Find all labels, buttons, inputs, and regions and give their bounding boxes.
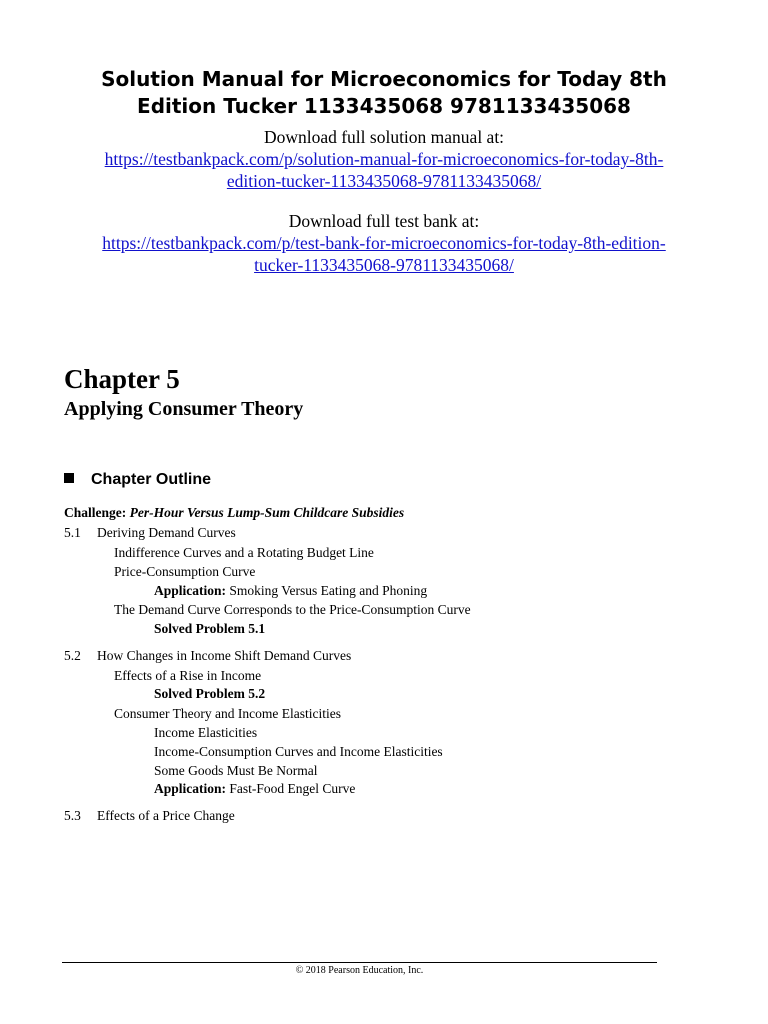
chapter-outline-heading xyxy=(64,471,211,489)
solved-problem-label: Solved Problem 5.2 xyxy=(154,686,266,701)
outline-item-text: Consumer Theory and Income Elasticities xyxy=(114,706,341,721)
solved-problem-label: Solved Problem 5.1 xyxy=(154,621,266,636)
test-bank-link-line-1[interactable]: https://testbankpack.com/p/test-bank-for-microeconomics-for-today-8th-edition- xyxy=(102,233,666,253)
testbank-download-label: Download full test bank at: xyxy=(288,211,480,231)
outline-item-text: Deriving Demand Curves xyxy=(97,525,236,540)
outline-item-text: Effects of a Price Change xyxy=(97,808,235,823)
outline-item xyxy=(64,648,351,664)
outline-item-text: Indifference Curves and a Rotating Budget Line xyxy=(114,545,374,560)
challenge-title: Per-Hour Versus Lump-Sum Childcare Subsidies xyxy=(129,505,405,520)
chapter-title: Applying Consumer Theory xyxy=(64,398,304,420)
outline-item xyxy=(154,744,443,760)
test-bank-link-line-2[interactable]: tucker-1133435068-9781133435068/ xyxy=(254,255,514,275)
outline-item-text: The Demand Curve Corresponds to the Price-Consumption Curve xyxy=(114,602,471,617)
outline-item xyxy=(64,808,235,824)
footer-copyright: © 2018 Pearson Education, Inc. xyxy=(295,965,424,976)
outline-item xyxy=(114,564,255,580)
outline-item xyxy=(154,583,427,599)
solution-download-block xyxy=(0,126,768,192)
outline-item xyxy=(114,545,374,561)
document-title-line-2: Edition Tucker 1133435068 9781133435068 xyxy=(137,94,631,118)
solution-manual-link-line-2[interactable]: edition-tucker-1133435068-9781133435068/ xyxy=(226,171,542,191)
outline-item-text: Price-Consumption Curve xyxy=(114,564,256,579)
document-title xyxy=(0,66,768,120)
chapter-outline-heading-text: Chapter Outline xyxy=(91,471,212,488)
solution-download-label: Download full solution manual at: xyxy=(263,127,505,147)
document-title-line-1: Solution Manual for Microeconomics for Today 8th xyxy=(101,67,667,91)
outline-item-text: Income-Consumption Curves and Income Elasticities xyxy=(154,744,443,759)
outline-item xyxy=(154,781,355,797)
outline-item-text: Income Elasticities xyxy=(154,725,258,740)
square-bullet-icon xyxy=(64,473,74,483)
chapter-number: Chapter 5 xyxy=(64,364,180,394)
outline-item xyxy=(154,621,265,637)
outline-item xyxy=(154,725,257,741)
footer-divider xyxy=(62,962,657,963)
outline-item xyxy=(154,686,265,702)
outline-item xyxy=(114,668,261,684)
outline-item xyxy=(64,525,236,541)
section-number: 5.3 xyxy=(64,808,81,823)
application-label: Application: xyxy=(154,781,227,796)
outline-item-text: Some Goods Must Be Normal xyxy=(154,763,318,778)
solution-manual-link-line-1[interactable]: https://testbankpack.com/p/solution-manual-for-microeconomics-for-today-8th- xyxy=(104,149,664,169)
outline-item-text: Fast-Food Engel Curve xyxy=(226,781,356,796)
outline-item xyxy=(114,602,471,618)
application-label: Application: xyxy=(154,583,227,598)
outline-item-text: How Changes in Income Shift Demand Curves xyxy=(97,648,352,663)
outline-item-text: Smoking Versus Eating and Phoning xyxy=(226,583,428,598)
challenge-line xyxy=(64,505,404,521)
outline-item xyxy=(154,763,318,779)
section-number: 5.2 xyxy=(64,648,81,663)
challenge-label: Challenge: xyxy=(64,505,127,520)
outline-item xyxy=(114,706,341,722)
outline-item-text: Effects of a Rise in Income xyxy=(114,668,262,683)
testbank-download-block xyxy=(0,210,768,276)
section-number: 5.1 xyxy=(64,525,81,540)
